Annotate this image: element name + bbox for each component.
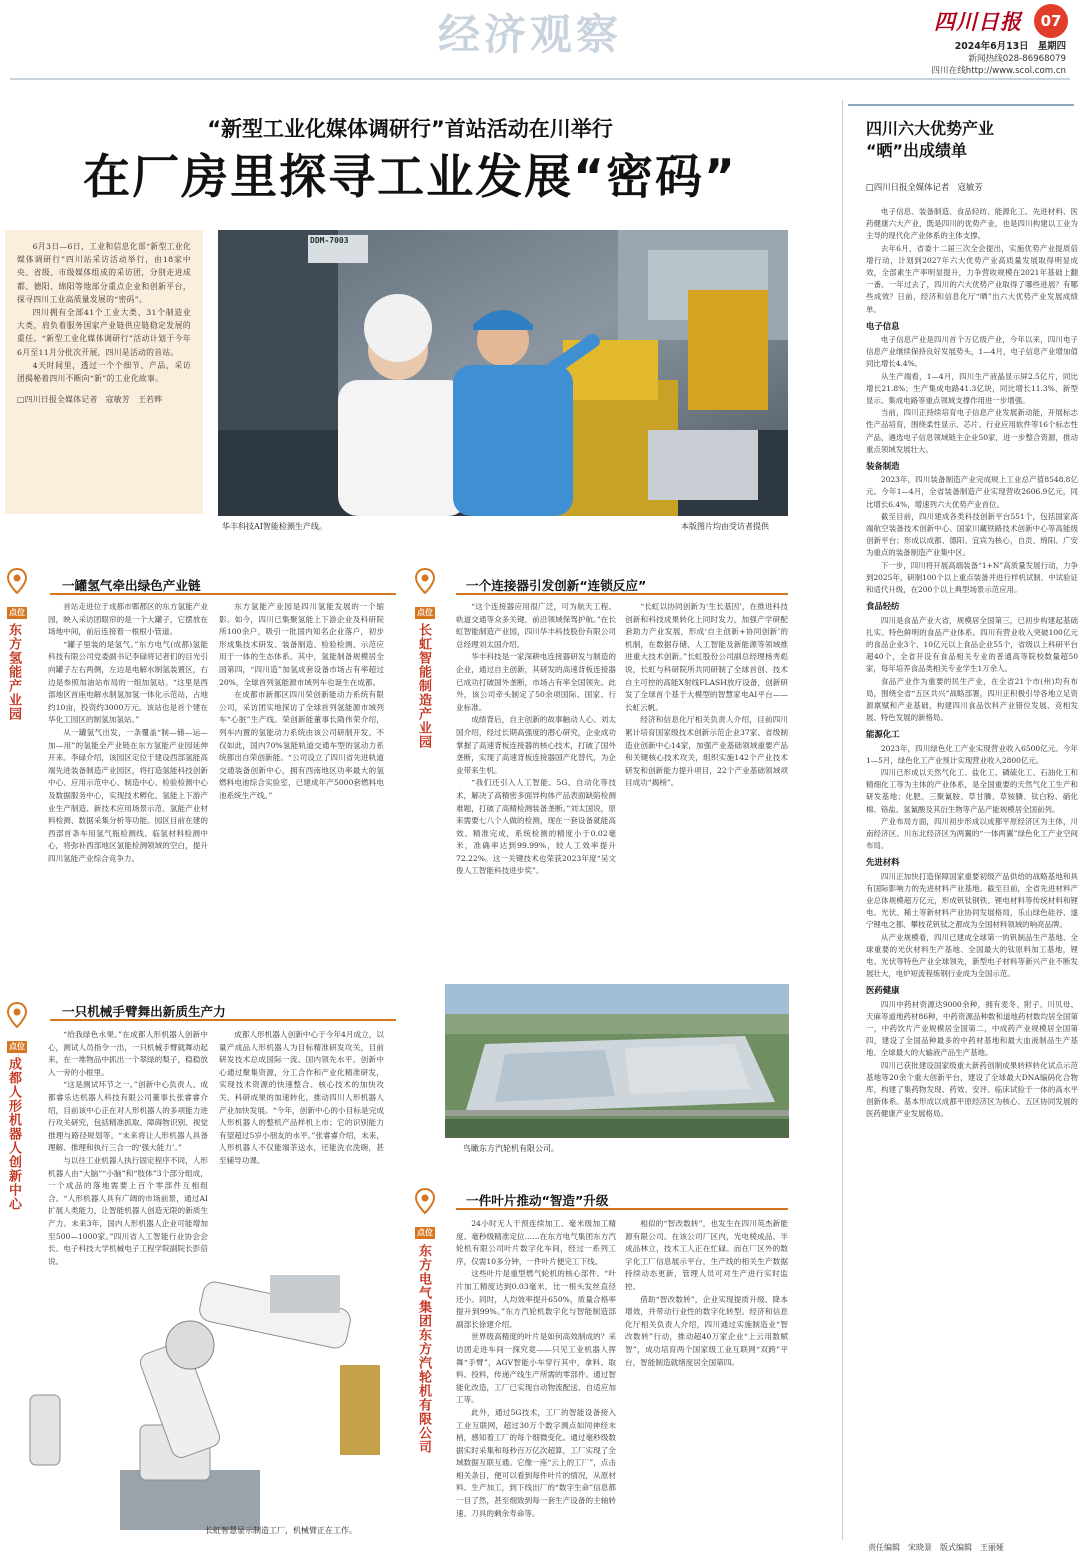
story-paragraph: 成都人形机器人创新中心于今年4月成立，以量产成品人形机器人为目标精准研发攻关，目前研发技术总成国际一流、国内领先水平。创新中心通过聚集资源，分工合作和产业化精准研发，实现技术资源的快速整合、核心技术的加快攻关、科研成果的加速转化，推动四川人形机器人产业加快发展。“今年，创新中心的小目标是完成人形机器人的整机产品样机上市；它的识别能力有望超过5岁小朋友的水平。”张睿睿介绍，未来，人形机器人不仅能端茶送水，还能洗衣洗碗，甚至辅导功课。: [219, 1030, 384, 1165]
sidebar-paragraph: 电子信息产业是四川首个万亿级产业，今年以来，四川电子信息产业继续保持良好发展势头，1—4月，电子信息产业增加值同比增长4.4%。: [866, 335, 1078, 369]
story-paragraph: 这些叶片是重型燃气轮机的核心部件。“叶片加工精度达到0.03毫米，比一根头发丝直径还小。同时，人均效率提升650%，质量合格率提升到99%。”东方汽轮机数字化与智能制造部副部长徐建介绍。: [456, 1269, 616, 1329]
sidebar-paragraph: 产业布局方面，四川初步形成以成都平原经济区为主体，川南经济区、川东北经济区为两翼的“一体两翼”绿色化工产业空间布局。: [866, 816, 1078, 851]
story-paragraph: 相似的“智改数转”，也发生在四川英杰新能源有限公司。在该公司厂区内，光电棱成品、半成品林立，技术工人正在忙碌。而在厂区外的数字化工厂信息展示平台，生产线的相关生产数据持续动态更新，管理人员可对生产进行实时监控。: [625, 1219, 788, 1291]
story-paragraph: “给我绿色水果。”在成都人形机器人创新中心，测试人员指令一出，一只机械手臂就舞动起来，在一堆物品中抓出一个翠绿的梨子，稳稳放入一旁的小框里。: [48, 1030, 208, 1077]
main-headline: 在厂房里探寻工业发展“密码”: [83, 150, 737, 205]
sidebar-subheading: 食品轻纺: [866, 601, 900, 612]
issue-date: 2024年6月13日 星期四: [954, 41, 1066, 52]
newspaper-logo: 四川日报: [934, 9, 1022, 34]
aerial-photo-caption: 鸟瞰东方汽轮机有限公司。: [463, 1144, 559, 1153]
sidebar-paragraph: 2023年，四川绿色化工产业实现营业收入6500亿元。今年1—5月，绿色化工产业预计实现营业收入2800亿元。: [866, 743, 1078, 765]
sidebar-title-bar: [848, 104, 1074, 106]
story-3-col-1: [48, 1029, 208, 1304]
story-1-col-2: [219, 601, 384, 971]
sidebar-subheading: 装备制造: [866, 461, 900, 472]
sidebar-title-line: “晒”出成绩单: [866, 141, 968, 160]
story-4-col-2: [625, 1218, 788, 1543]
headline-kicker: “新型工业化媒体调研行”首站活动在川举行: [207, 117, 613, 141]
story-paragraph: 与以往工业机器人执行固定程序不同，人形机器人由“大脑”“小脑”和“肢体”3个部分组成，一个成品的落地需要上百个零部件互相组合。“人形机器人具有广阔的市场前景，通过AI扩展人类能力，让智能机器人创造无限的新质生产力。未来3年，国内人形机器人企业可能增加至500—1000家。”四川省人工智能行业协会会长、电子科技大学机械电子工程学院副院长彭倍说。: [48, 1155, 208, 1266]
sidebar-paragraph: 电子信息、装备制造、食品轻纺、能源化工、先进材料、医药健康六大产业，既是四川的优势产业，也是四川构建以工业为主导的现代化产业体系的主体支撑。: [866, 207, 1078, 241]
story-paragraph: 借助“智改数转”，企业实现提质升级、降本增效，并带动行业性的数字化转型。经济和信息化厅相关负责人介绍，四川通过实施制造业“智改数转”行动，推动超40万家企业“上云用数赋智”，成功培育两个国家级工业互联网“双跨”平台，智能制造就绪度居全国第四。: [625, 1294, 788, 1367]
location-pin-icon: [414, 568, 436, 598]
location-pin-icon: [6, 568, 28, 598]
sidebar-paragraph: 食品产业作为重要的民生产业，在全省21个市(州)均有布局，围绕全省“五区共兴”战略部署，四川正积极引导各地立足资源禀赋和产业基础，构建四川食品饮料产业错位发展、竞相发展、特色发展的新格局。: [866, 676, 1078, 723]
story-1-col-1: [48, 601, 208, 971]
story-paragraph: “这个连接器应用很广泛，可为航天工程、轨道交通等众多关键、前沿领域保驾护航。”在长虹智能制造产业园，四川华丰科技股份有限公司总经理刘太国介绍。: [456, 602, 616, 649]
main-photo: [218, 230, 788, 516]
story-1-rule: [50, 593, 396, 595]
story-paragraph: “我们还引入人工智能、5G、自动化等技术，解决了高精密多面异构体产品表面缺陷检测难题，打破了高精检测装备垄断。”刘太国说，原来需要七八个人做的检测，现在一套设备就能高效、精准完成，系统检测的精度小于0.02毫米，准确率达到99.99%，较人工效率提升72.22%。这一关键技术也荣获2023年度“吴文俊人工智能科技进步奖”。: [456, 778, 616, 876]
story-3-heading: 一只机械手臂舞出新质生产力: [62, 1004, 226, 1019]
pin-label: 点位: [417, 1228, 433, 1237]
robot-photo-caption: 长虹智慧显示制造工厂，机械臂正在工作。: [205, 1526, 357, 1535]
story-4-rule: [456, 1208, 788, 1210]
story-paragraph: 从一罐氢气出发，一条覆盖“制—储—运—加—用”的氢能全产业链在东方氢能产业园延伸开来。李碌介绍，该园区定位于建设西部氢能高端先进装备制造产业园区，将打造氢能科技创新中心、应用示范中心、制造中心、检验检测中心及数据服务中心，实现技术孵化、氢能上下游产业生产制造、新技术应用场景示范、氢能产业材料检测、数据采集分析等功能。园区目前在建的西部首条车用氢气瓶检测线、临氢材料检测中心，将弥补西部地区氢能检测领域的空白，提升四川氢能产业综合竞争力。: [48, 727, 208, 863]
page-number-badge: 07: [1034, 4, 1068, 38]
story-paragraph: 此外，通过5G技术，工厂的智能设备接入工业互联网，超过30万个数字测点如同神经末梢，感知着工厂的每个细微变化。通过毫秒级数据实时采集和每秒百万亿次超算，工厂实现了全域数据互联互通。它像一座“云上的工厂”，点击相关条目，便可以看到每件叶片的情况，从原材料、生产加工，到下线出厂的“数字生命”信息都一目了然，甚至细致到每一套生产设备的主轴转速、刀具的剩余寿命等。: [456, 1407, 616, 1518]
intro-paragraph: 4天时间里，透过一个个细节、产品，采访团揭秘着四川不断向“新”的工业化故事。: [17, 360, 191, 384]
sidebar-subheading: 医药健康: [866, 985, 900, 996]
story-2-tag: 长虹智能制造产业园: [416, 623, 431, 749]
sidebar-subheading: 电子信息: [866, 320, 900, 331]
sidebar-subheading: 能源化工: [866, 729, 900, 740]
sidebar-paragraph: 四川已形成以天然气化工、盐化工、磷硫化工、石油化工和精细化工等为主体的产业体系，是全国重要的天然气化工生产和研发基地；化肥、三聚氰胺、草甘膦、草铵膦、钛白粉、硝化棉、铬盐、氢氰酸及其衍生物等产品产能规模居全国前列。: [866, 767, 1078, 814]
pin-label: 点位: [9, 608, 25, 617]
pin-label: 点位: [417, 608, 433, 617]
sidebar-paragraph: 下一步，四川将开展高端装备“1+N”高质量发展行动，力争到2025年，研制100个以上重点装备并进行样机试制、中试验证和适代升级，在200个以上典型场景示范应用。: [866, 560, 1078, 595]
sidebar-body: [866, 206, 1078, 1534]
website: 四川在线http://www.scol.com.cn: [931, 66, 1066, 76]
story-4-tag: 东方电气集团东方汽轮机有限公司: [416, 1244, 431, 1454]
booth-sign: DDM-7003: [310, 236, 349, 245]
story-paragraph: 东方氢能产业园是四川氢能发展的一个缩影。如今，四川已集聚氢能上下游企业及科研院所100余户，吸引一批国内知名企业落户，初步形成集技术研发、装备制造、检验检测、示范应用于一体的生态体系。其中，氢能制备规模居全国第四，“四川造”加氢成套设备市场占有率超过20%，全球首列氢能源市域列车也诞生在成都。: [219, 602, 384, 687]
story-paragraph: 在成都市新都区四川荣创新能动力系统有限公司，采访团实地探访了全球首列氢能源市域列车“心脏”生产线。荣创新能董事长隋伟荣介绍，列车内置的氢能动力系统由该公司研制开发。不仅如此，国内70%氢能轨道交通车型的氢动力系统都出自荣创新能。“公司设立了四川省先进轨道交通装备创新中心，拥有西南地区功率最大的氢燃料电池综合实验室，已建成年产5000套燃料电池系统生产线。”: [219, 690, 384, 800]
column-divider: [842, 100, 843, 1540]
sidebar-title: [866, 118, 1066, 162]
photo-credit: 本版图片均由受访者提供: [681, 522, 769, 531]
story-2-heading: 一个连接器引发创新“连锁反应”: [466, 578, 647, 593]
story-3-rule: [50, 1019, 396, 1021]
sidebar-paragraph: 2023年，四川装备制造产业完成规上工业总产值8548.8亿元。今年1—4月，全省装备制造产业实现营收2606.9亿元，同比增长6.4%，增速列六大优势产业首位。: [866, 475, 1078, 509]
story-3-tag: 成都人形机器人创新中心: [6, 1057, 21, 1211]
story-paragraph: 世界级高精度的叶片是如何高效制成的？采访团走进车间一探究竟——只见工业机器人挥舞“手臂”，AGV智能小车穿行其中，拿料、取料、投料，传递产线生产所需的零部件。通过智能化改造，工厂已实现自动物流配送、自适应加工等。: [456, 1332, 616, 1405]
story-4-col-1: [456, 1218, 616, 1543]
sidebar-byline: □四川日报全媒体记者 寇敏芳: [866, 182, 983, 192]
section-title: 经济观察: [438, 10, 623, 59]
story-paragraph: 成绩背后，自主创新的故事触动人心。刘太国介绍，经过长期高强度的潜心研究，企业成功掌握了高速背板连接器的核心技术，打破了国外垄断，实现了高速背板连接器国产化替代，为企业带来生机。: [456, 715, 616, 775]
story-4-heading: 一件叶片推动“智造”升级: [466, 1193, 609, 1208]
story-2-col-2: [625, 601, 788, 971]
story-paragraph: “这是测试环节之一。”创新中心负责人、成都睿乐达机器人科技有限公司董事长张睿睿介绍，目前该中心正在对人形机器人的多项能力进行攻关研究，包括精准抓取、障碍物识别、视觉推理与路径规划等。“未来将让人形机器人具备理解、推理和执行三合一的‘强大能力’。”: [48, 1080, 208, 1153]
intro-box: [5, 230, 203, 514]
news-hotline: 新闻热线028-86968079: [968, 54, 1066, 64]
story-paragraph: 24小时无人干预连续加工、毫米级加工精度、毫秒级精准定位……在东方电气集团东方汽轮机有限公司叶片数字化车间，经过一系列工序，仅需10多分钟，一件叶片便完工下线。: [456, 1219, 616, 1266]
story-paragraph: 经济和信息化厅相关负责人介绍，目前四川累计培育国家级技术创新示范企业37家、省级制造业创新中心14家，加强产业基础领域重要产品和关键核心技术攻关，组织实施142个产业技术研发和创新能力提升项目，22个产业基础领域项目成功“揭榜”。: [625, 715, 788, 788]
editor-credits: 责任编辑 宋晓景 版式编辑 王丽娅: [868, 1543, 1004, 1552]
aerial-photo: [445, 984, 789, 1138]
main-photo-caption: 华丰科技AI智能检测生产线。: [222, 522, 327, 531]
story-2-rule: [456, 593, 788, 595]
sidebar-paragraph: 四川是食品产业大省，规模居全国第三，已初步构建起基础扎实、特色鲜明的食品产业体系。四川有营业收入突破100亿元的食品企业3个、10亿元以上食品企业55个，省级以上科研平台超40个，全省开设有食品相关专业的普通高等院校数量超50家，每年培养食品类相关专业学生1万余人。: [866, 615, 1078, 674]
sidebar-paragraph: 截至目前，四川建成各类科技创新平台551个，包括国家高端航空装备技术创新中心、国家川藏铁路技术创新中心等高能级创新平台；形成以成都、德阳、宜宾为核心，自贡、绵阳、广安为重点的装备制造产业集中区。: [866, 511, 1078, 558]
sidebar-subheading: 先进材料: [866, 857, 900, 868]
story-1-heading: 一罐氢气牵出绿色产业链: [62, 578, 201, 593]
robot-arm-photo: [10, 1275, 390, 1540]
location-pin-icon: [6, 1002, 28, 1032]
intro-paragraph: 6月3日—6日，工业和信息化部“新型工业化媒体调研行”四川站采访活动举行，由18家中央、省级、市级媒体组成的采访团，分别走进成都、德阳、绵阳等地部分重点企业和创新平台，探寻四川工业高质量发展的“密码”。: [17, 242, 191, 304]
sidebar-paragraph: 四川已获批建设国家级重大新药创制成果转移转化试点示范基地等20余个重大创新平台，建设了全球最大DNA编码化合物库，构建了集药物发现、药效、安评、临床试验于一体的高水平创新体系。基本形成以成都平原经济区为核心、五区协同发展的医药健康产业发展格局。: [866, 1060, 1078, 1119]
story-paragraph: “长虹以协同创新为‘生长基因’，在推进科技创新和科技成果转化上同时发力，加强产学研配套助力产业发展，形成‘自主创新+协同创新’的机制，在数据存储、人工智能及新能源等领域推进重大技术创新。”长虹股份公司副总经理杨秀彪说，长虹与科研院所共同研制了全球首创、技术自主可控的高能X射线FLASH放疗设备，创新研发了全球首个基于大模型的智慧家电AI平台——长虹云帆。: [625, 602, 788, 712]
location-pin-icon: [414, 1188, 436, 1218]
sidebar-paragraph: 当前，四川正持续培育电子信息产业发展新动能，开展标志性产品培育，围绕柔性显示、芯片、行业应用软件等16个标志性产品，遴选电子信息领域链主企业50家，进一步整合资源，推动重点领域发展壮大。: [866, 408, 1078, 454]
sidebar-paragraph: 从生产端看，1—4月，四川生产液晶显示屏2.5亿片，同比增长21.8%；生产集成电路41.3亿块，同比增长11.3%，新型显示、集成电路等重点领域支撑作用进一步增强。: [866, 371, 1078, 406]
sidebar-paragraph: 从产业规模看，四川已建成全球第一的钒制品生产基地、全球重要的光伏材料生产基地、全国最大的钛原料加工基地，锂电、光伏等特色产业全球领先，新型电子材料等新兴产业不断发展壮大，电炉短流程炼钢行业成为全国示范。: [866, 932, 1078, 979]
sidebar-paragraph: 去年6月，省委十二届三次全会提出，实施优势产业提质倍增行动，计划到2027年六大优势产业高质量发展取得明显成效，全部素生产率明显提升，力争营收规模在2021年基础上翻一番。一年过去了，四川的六大优势产业取得了哪些进展？有哪些成效？日前，经济和信息化厅“晒”出六大优势产业发展成绩单。: [866, 243, 1078, 314]
masthead-divider: [10, 78, 1070, 80]
sidebar-paragraph: 四川中药材资源达9000余种，拥有麦冬、附子、川贝母、天麻等道地药材86种，中药资源品种数和道地药材数均居全国第一，中药饮片产业规模居全国第二，中成药产业规模居全国第四，建设了全国品种最多的中药材基地和最大血液制品生产基地、全球最大的大输液产品生产基地。: [866, 999, 1078, 1058]
pin-label: 点位: [9, 1042, 25, 1051]
story-paragraph: 首站走进位于成都市郫都区的东方氢能产业园，映入采访团眼帘的是一个大罐子，它摆放在场地中间，前后连接着一根根小管道。: [48, 602, 208, 637]
story-3-col-2: [219, 1029, 384, 1269]
story-1-tag: 东方氢能产业园: [6, 623, 21, 721]
intro-paragraph: 四川拥有全部41个工业大类、31个制造业大类，肩负着服务国家产业链供应链稳定发展的重任。“新型工业化媒体调研行”活动计划于今年6月至11月分批次开展，四川是活动的首站。: [17, 308, 191, 357]
sidebar-title-line: 四川六大优势产业: [866, 119, 995, 138]
story-2-col-1: [456, 601, 616, 971]
story-paragraph: “罐子里装的是氢气。”东方电气(成都)氢能科技有限公司党委副书记李碌将记者们的目光引向罐子左右两侧，左边是电解水制氢装置区，右边是参照加油站布局的一组加氢站。“这里是西部地区首座电解水制氢加氢一体化示范站，占地约10亩，投资约3000万元。该站也是首个建在华化工园区的制氢加氢站。”: [48, 639, 208, 725]
story-paragraph: 华丰科技是一家深耕电连接器研发与制造的企业，通过自主创新，其研发的高速背板连接器已成功打破国外垄断，市场占有率全国领先。此外，该公司牵头制定了50余项国际、国家、行业标准。: [456, 652, 616, 712]
intro-byline: □四川日报全媒体记者 寇敏芳 王若晔: [17, 395, 163, 405]
sidebar-paragraph: 四川正加快打造保障国家重要初级产品供给的战略基地和具有国际影响力的先进材料产业基地。截至目前，全省先进材料产业总体规模超万亿元，形成钒钛钢铁、锂电材料等传统材料和锂电、光伏、稀土等新材料产业协同发展格局，乐山绿色硅谷、遂宁锂电之都、攀枝花钒钛之都成为全国材料领域的响亮品牌。: [866, 871, 1078, 930]
